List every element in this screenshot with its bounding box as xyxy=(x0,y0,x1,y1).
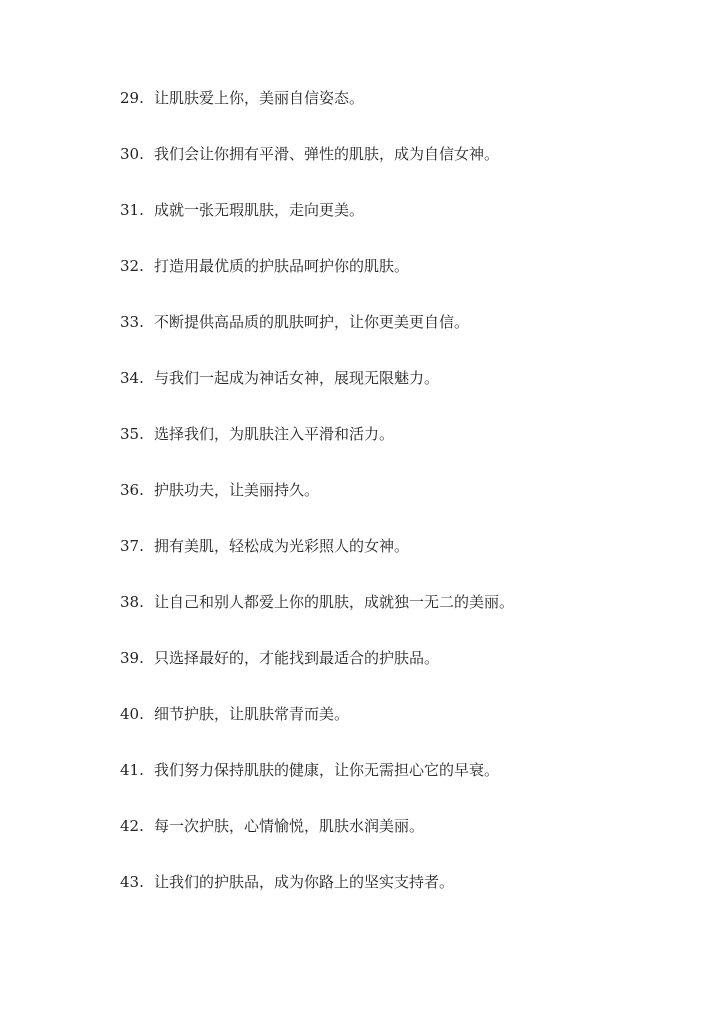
item-number: 35. xyxy=(120,425,144,443)
item-number: 29. xyxy=(120,89,144,107)
list-item xyxy=(120,872,454,892)
item-text: 只选择最好的，才能找到最适合的护肤品。 xyxy=(154,649,440,667)
item-number: 42. xyxy=(120,817,144,835)
list-item xyxy=(120,704,349,724)
item-text: 让肌肤爱上你，美丽自信姿态。 xyxy=(154,89,365,107)
item-text: 不断提供高品质的肌肤呵护，让你更美更自信。 xyxy=(154,313,470,331)
item-number: 30. xyxy=(120,145,144,163)
list-item xyxy=(120,368,439,388)
item-number: 34. xyxy=(120,369,144,387)
item-text: 拥有美肌，轻松成为光彩照人的女神。 xyxy=(154,537,410,555)
item-text: 与我们一起成为神话女神，展现无限魅力。 xyxy=(154,369,440,387)
item-text: 我们会让你拥有平滑、弹性的肌肤，成为自信女神。 xyxy=(154,145,500,163)
item-number: 32. xyxy=(120,257,144,275)
item-number: 36. xyxy=(120,481,144,499)
item-text: 让我们的护肤品，成为你路上的坚实支持者。 xyxy=(154,873,455,891)
list-item xyxy=(120,816,424,836)
item-number: 41. xyxy=(120,761,144,779)
item-text: 细节护肤，让肌肤常青而美。 xyxy=(154,705,350,723)
item-text: 让自己和别人都爱上你的肌肤，成就独一无二的美丽。 xyxy=(154,593,515,611)
list-item xyxy=(120,648,439,668)
list-item xyxy=(120,312,469,332)
list-item xyxy=(120,480,319,500)
item-text: 选择我们，为肌肤注入平滑和活力。 xyxy=(154,425,395,443)
list-item xyxy=(120,88,364,108)
list-item xyxy=(120,424,394,444)
item-number: 43. xyxy=(120,873,144,891)
list-item xyxy=(120,760,499,780)
item-number: 31. xyxy=(120,201,144,219)
item-text: 我们努力保持肌肤的健康，让你无需担心它的早衰。 xyxy=(154,761,500,779)
list-item xyxy=(120,592,514,612)
item-text: 护肤功夫，让美丽持久。 xyxy=(154,481,320,499)
list-item xyxy=(120,256,409,276)
item-number: 33. xyxy=(120,313,144,331)
item-text: 每一次护肤，心情愉悦，肌肤水润美丽。 xyxy=(154,817,425,835)
item-text: 成就一张无瑕肌肤，走向更美。 xyxy=(154,201,365,219)
item-text: 打造用最优质的护肤品呵护你的肌肤。 xyxy=(154,257,410,275)
item-number: 38. xyxy=(120,593,144,611)
list-item xyxy=(120,536,409,556)
item-number: 37. xyxy=(120,537,144,555)
item-number: 40. xyxy=(120,705,144,723)
list-item xyxy=(120,144,499,164)
list-item xyxy=(120,200,364,220)
item-number: 39. xyxy=(120,649,144,667)
